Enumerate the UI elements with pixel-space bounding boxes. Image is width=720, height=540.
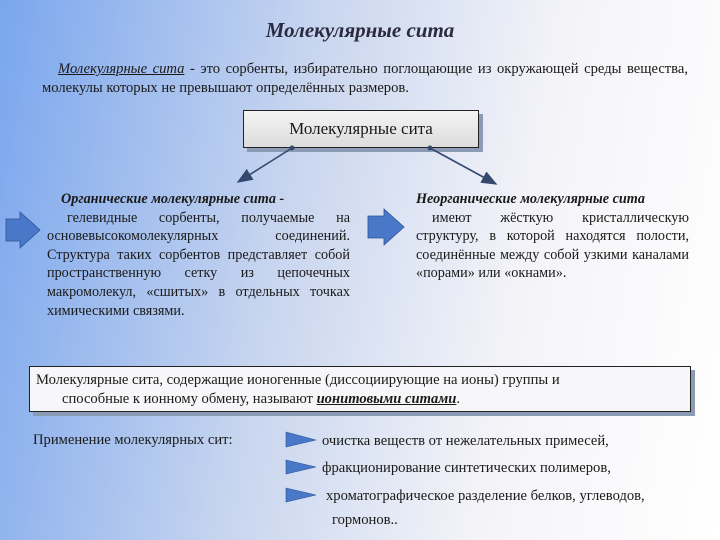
application-label: Применение молекулярных сит: (33, 432, 233, 448)
inorganic-heading: Неорганические молекулярные сита (416, 191, 645, 207)
organic-body: гелевидные сорбенты, получаемые на основевысокомолекулярных соединений. Структура таких сорбентов представляет собой пространственную сетку из цепочечных макромолекул, «сшитых» в отдельных точках химическими связями. (47, 209, 350, 319)
organic-heading: Органические молекулярные сита - (61, 191, 285, 207)
center-box (243, 110, 479, 148)
triangle-bullet-icon (286, 460, 316, 474)
center-box-label: Молекулярные сита (289, 119, 433, 138)
application-item: фракционирование синтетических полимеров, (322, 460, 611, 476)
ion-box-line2 (36, 390, 684, 409)
intro-text: - это сорбенты, избирательно поглощающие из окружающей среды вещества, молекулы которых не превышают определённых размеров. (42, 61, 689, 96)
ion-box-line2-end: . (456, 391, 461, 407)
intro-paragraph (42, 60, 688, 98)
page-title: Молекулярные сита (265, 18, 455, 42)
application-item: гормонов.. (332, 512, 398, 528)
ion-box-term: ионитовыми ситами (316, 391, 457, 407)
right-connector-arrow (430, 148, 496, 184)
ion-exchange-box (29, 366, 691, 412)
ion-box-line2-text: способные к ионному обмену, называют (62, 391, 317, 407)
application-item: очистка веществ от нежелательных примесей, (322, 433, 609, 449)
ion-box-line1: Молекулярные сита, содержащие ионогенные (диссоциирующие на ионы) группы и (36, 372, 560, 388)
triangle-bullet-icon (286, 488, 316, 502)
inorganic-body: имеют жёсткую кристаллическую структуру, в которой находятся полости, соединённые между собой узкими каналами «порами» или «окнами». (416, 209, 689, 282)
inorganic-column (416, 190, 689, 283)
left-connector-arrow (238, 148, 292, 182)
intro-term: Молекулярные сита (58, 61, 185, 77)
block-arrow-right-icon (6, 212, 40, 248)
block-arrow-right-icon (368, 209, 404, 245)
application-item: хроматографическое разделение белков, углеводов, (326, 488, 645, 504)
organic-column (47, 190, 350, 320)
triangle-bullet-icon (286, 432, 316, 447)
